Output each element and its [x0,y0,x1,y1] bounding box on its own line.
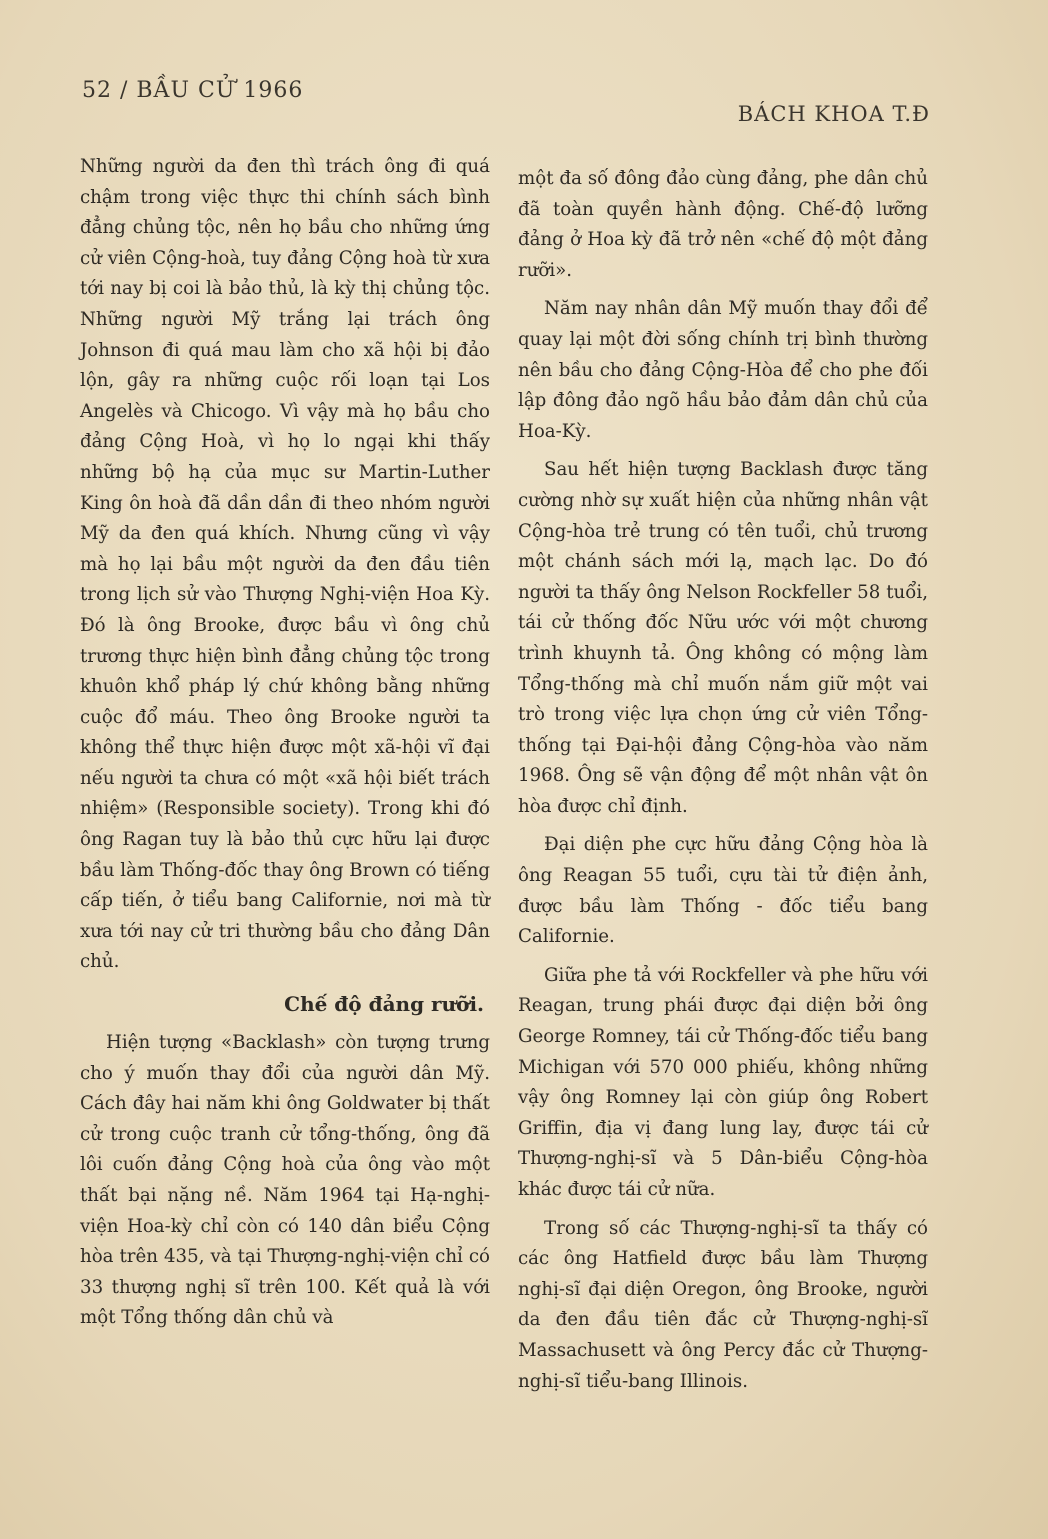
left-paragraph-2: Hiện tượng «Backlash» còn tượng trưng cho ý muốn thay đổi của người dân Mỹ. Cách đây hai năm khi ông Goldwater bị thất cử trong cuộc tranh cử tổng-thống, ông đã lôi cuốn đảng Cộng hoà của ông vào một thất bại nặng nề. Năm 1964 tại Hạ-nghị-viện Hoa-kỳ chỉ còn có 140 dân biểu Cộng hòa trên 435, và tại Thượng-nghị-viện chỉ có 33 thượng nghị sĩ trên 100. Kết quả là với một Tổng thống dân chủ và [80,1032,490,1329]
right-column [518,164,928,1397]
right-paragraph-3: Sau hết hiện tượng Backlash được tăng cường nhờ sự xuất hiện của những nhân vật Cộng-hòa trẻ trung có tên tuổi, chủ trương một chánh sách mới lạ, mạch lạc. Do đó người ta thấy ông Nelson Rockfeller 58 tuổi, tái cử thống đốc Nữu ước với một chương trình khuynh tả. Ông không có mộng làm Tổng-thống mà chỉ muốn nắm giữ một vai trò trong việc lựa chọn ứng cử viên Tổng-thống tại Đại-hội đảng Cộng-hòa vào năm 1968. Ông sẽ vận động để một nhân vật ôn hòa được chỉ định. [518,459,928,817]
left-paragraph-1: Những người da đen thì trách ông đi quá chậm trong việc thực thi chính sách bình đẳng chủng tộc, nên họ bầu cho những ứng cử viên Cộng-hoà, tuy đảng Cộng hoà từ xưa tới nay bị coi là bảo thủ, là kỳ thị chủng tộc. Những người Mỹ trắng lại trách ông Johnson đi quá mau làm cho xã hội bị đảo lộn, gây ra những cuộc rối loạn tại Los Angelès và Chicogo. Vì vậy mà họ bầu cho đảng Cộng Hoà, vì họ lo ngại khi thấy những bộ hạ của mục sư Martin-Luther King ôn hoà đã dần dần đi theo nhóm người Mỹ da đen quá khích. Nhưng cũng vì vậy mà họ lại bầu một người da đen đầu tiên trong lịch sử vào Thượng Nghị-viện Hoa Kỳ. Đó là ông Brooke, được bầu vì ông chủ trương thực hiện bình đẳng chủng tộc trong khuôn khổ pháp lý chứ không bằng những cuộc đổ máu. Theo ông Brooke người ta không thể thực hiện được một xã-hội vĩ đại nếu người ta chưa có một «xã hội biết trách nhiệm» (Responsible society). Trong khi đó ông Ragan tuy là bảo thủ cực hữu lại được bầu làm Thống-đốc thay ông Brown có tiếng cấp tiến, ở tiểu bang Californie, nơi mà từ xưa tới nay cử tri thường bầu cho đảng Dân chủ. [80,156,490,973]
right-paragraph-5: Giữa phe tả với Rockfeller và phe hữu với Reagan, trung phái được đại diện bởi ông George Romney, tái cử Thống-đốc tiểu bang Michigan với 570 000 phiếu, không những vậy ông Romney lại còn giúp ông Robert Griffin, địa vị đang lung lay, được tái cử Thượng-nghị-sĩ và 5 Dân-biểu Cộng-hòa khác được tái cử nữa. [518,964,928,1200]
right-paragraph-6: Trong số các Thượng-nghị-sĩ ta thấy có các ông Hatfield được bầu làm Thượng nghị-sĩ đại diện Oregon, ông Brooke, người da đen đầu tiên đắc cử Thượng-nghị-sĩ Massachusett và ông Percy đắc cử Thượng-nghị-sĩ tiểu-bang Illinois. [518,1217,928,1392]
right-paragraph-2: Năm nay nhân dân Mỹ muốn thay đổi để quay lại một đời sống chính trị bình thường nên bầu cho đảng Cộng-Hòa để cho phe đối lập đông đảo ngõ hầu bảo đảm dân chủ của Hoa-Kỳ. [518,298,928,442]
left-column [80,152,490,1334]
page-header-right: BÁCH KHOA T.Đ [737,102,930,126]
section-heading: Chế độ đảng rưỡi. [284,992,484,1017]
right-paragraph-4: Đại diện phe cực hữu đảng Cộng hòa là ông Reagan 55 tuổi, cựu tài tử điện ảnh, được bầu làm Thống - đốc tiểu bang Californie. [518,834,928,948]
right-paragraph-1: một đa số đông đảo cùng đảng, phe dân chủ đã toàn quyền hành động. Chế-độ lưỡng đảng ở Hoa kỳ đã trở nên «chế độ một đảng rưỡi». [518,168,928,281]
page-header-left: 52 / BẦU CỬ 1966 [82,78,304,103]
